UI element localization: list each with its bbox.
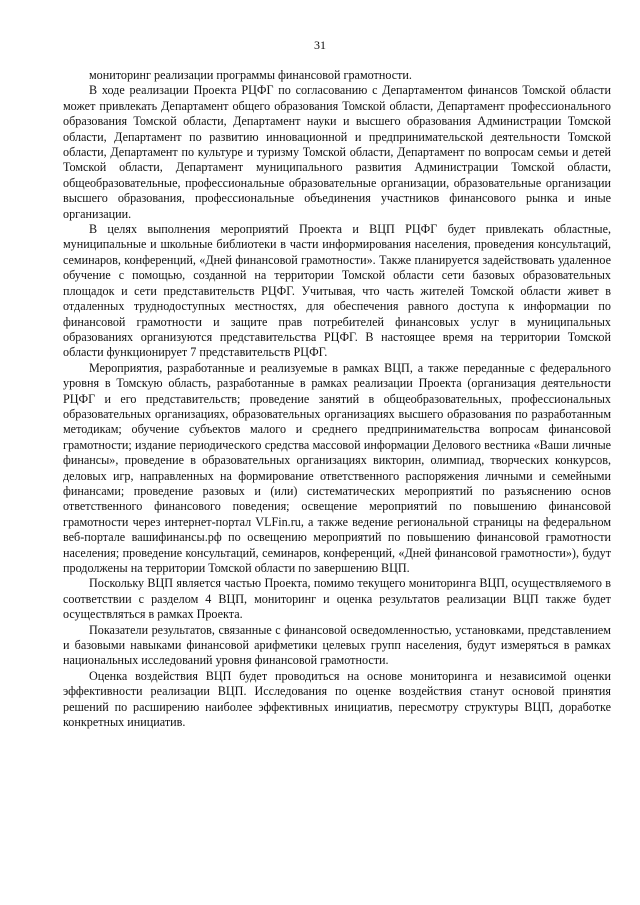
paragraph-continued-activities: Мероприятия, разработанные и реализуемые в рамках ВЦП, а также переданные с федерального уровня в Томскую область, разработанные в рамках реализации Проекта (организация деятельности РЦФГ и его представительств; проведение занятий в общеобразовательных, профессиональных образовательных организациях, образовательных организациях высшего образования по разработанным методикам; обучение субъектов малого и среднего предпринимательства вопросам финансовой грамотности; издание периодического средства массовой информации Делового вестника «Ваши личные финансы», проведение в образовательных организациях викторин, олимпиад, творческих конкурсов, деловых игр, направленных на формирование ответственного распоряжения личными и семейными финансами; проведение разовых и (или) систематических мероприятий по разъяснению основ ответственного финансового поведения; освещение мероприятий по повышению финансовой грамотности через интернет-портал VLFin.ru, а также ведение региональной страницы на федеральном веб-портале вашифинансы.рф по освещению мероприятий по повышению финансовой грамотности населения; проведение консультаций, семинаров, конференций, «Дней финансовой грамотности»), будут продолжены на территории Томской области по завершению ВЦП. xyxy=(63,360,611,575)
paragraph-monitoring-continuation: мониторинг реализации программы финансовой грамотности. xyxy=(89,68,412,82)
paragraph-impact-assessment: Оценка воздействия ВЦП будет проводиться на основе мониторинга и независимой оценки эффективности реализации ВЦП. Исследования по оценке воздействия станут основой принятия решений по расширению наиболее эффективных инициатив, пересмотру структуры ВЦП, доработке конкретных инициатив. xyxy=(63,668,611,730)
paragraph-result-indicators: Показатели результатов, связанные с финансовой осведомленностью, установками, представлением и базовыми навыками финансовой арифметики целевых групп населения, будут измеряться в рамках национальных исследований уровня финансовой грамотности. xyxy=(63,622,611,668)
paragraph-monitoring-evaluation: Поскольку ВЦП является частью Проекта, помимо текущего мониторинга ВЦП, осуществляемого в соответствии с разделом 4 ВЦП, мониторинг и оценка результатов реализации ВЦП также будет осуществляться в рамках Проекта. xyxy=(63,576,611,622)
page-number: 31 xyxy=(314,38,326,52)
body-text xyxy=(63,68,611,730)
paragraph-libraries-and-representations: В целях выполнения мероприятий Проекта и ВЦП РЦФГ будет привлекать областные, муниципальные и школьные библиотеки в части информирования населения, проведения консультаций, семинаров, конференций, «Дней финансовой грамотности». Также планируется задействовать удаленное обучение с помощью, созданной на территории Томской области сети базовых образовательных площадок и сети представительств РЦФГ. Учитывая, что часть жителей Томской области живет в отдаленных труднодоступных местностях, для обеспечения равного доступа к информации по финансовой грамотности и защите прав потребителей финансовых услуг в муниципальных образованиях организуются представительства РЦФГ. В настоящее время на территории Томской области функционирует 7 представительств РЦФГ. xyxy=(63,222,611,360)
paragraph-involved-departments: В ходе реализации Проекта РЦФГ по согласованию с Департаментом финансов Томской области может привлекать Департамент общего образования Томской области, Департамент профессионального образования Томской области, Департамент науки и высшего образования Администрации Томской области, Департамент по развитию инновационной и предпринимательской деятельности Томской области, Департамент по культуре и туризму Томской области, Департамент по вопросам семьи и детей Томской области, Департамент муниципального развития Администрации Томской области, общеобразовательные, профессиональные образовательные организации, образовательные организации высшего образования, профессиональные объединения участников финансового рынка и иные организации. xyxy=(63,83,611,221)
